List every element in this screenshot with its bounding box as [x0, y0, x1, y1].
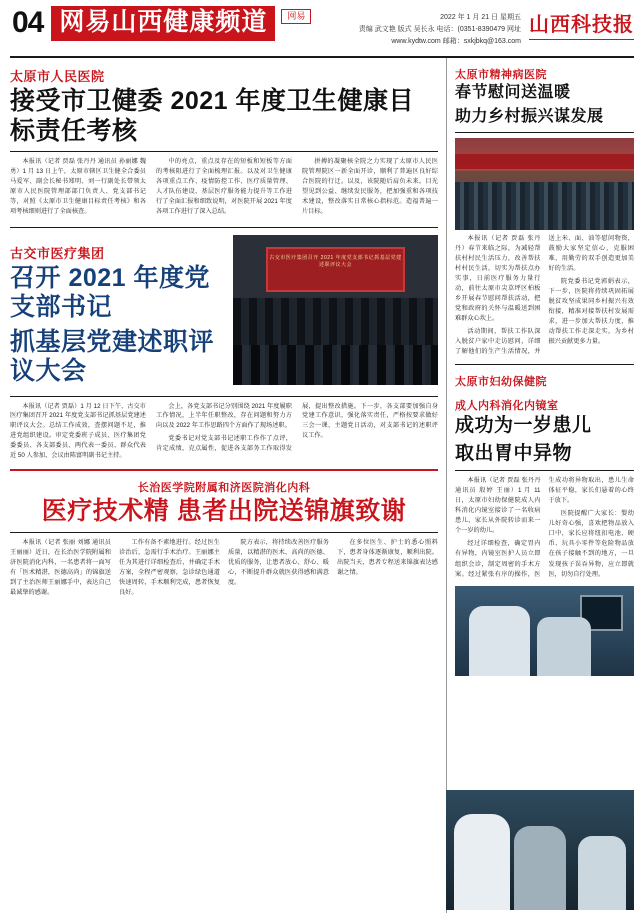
- article1-kicker: 太原市人民医院: [10, 69, 105, 84]
- photo-person-3: [578, 836, 627, 910]
- article2-kicker: 古交市医疗集团: [10, 245, 105, 261]
- divider-2: [10, 469, 438, 471]
- right2-photo: [455, 586, 634, 676]
- article3-kicker: 长治医学院附属和济医院消化内科: [137, 482, 311, 495]
- section-title: 网易山西健康频道: [51, 6, 275, 41]
- photo-person-2: [514, 826, 567, 910]
- article3-body: [10, 538, 438, 598]
- paper-brand: [529, 6, 634, 40]
- article2-body: [10, 402, 438, 462]
- right2-body: [455, 476, 634, 581]
- article1-headline: 接受市卫健委 2021 年度卫生健康目标责任考核: [10, 87, 415, 145]
- article1-para-3: 拼搏的凝聚核全院之力实现了太原市人民医院管理院区一新全面开诊，顺利了普遍区良好综合医院的行迁。以及，该院随后肩负未来。目光望见到公益、继续发民服务，把加强重和各项技术建设，整改落实日常核心指标范。造福普遍一片目标。: [302, 158, 438, 215]
- right-column: [446, 58, 634, 913]
- masthead-meta: [311, 6, 529, 48]
- issue-date: 2022 年 1 月 21 日 星期五: [440, 14, 521, 21]
- main-column: [10, 58, 446, 913]
- photo-group-people: [455, 182, 634, 230]
- article3-headline: 医疗技术精 患者出院送锦旗致谢: [41, 497, 407, 526]
- staff-line: 责编 武文艳 版式 吴长永 电话：(0351-8390479 网址 www.kydtw.com 邮箱：sxkjbkq@163.com: [358, 25, 521, 45]
- divider-3: [455, 364, 634, 365]
- article3-rule: [10, 532, 438, 533]
- article1-para-1: 本报讯（记者 贾磊 张丹丹 通讯员 孙丽娜 魏勇）1 月 13 日上午，太原市辖区卫生健全合委员马爱军、副会长秘书郑明、刘一行副处长带领太原市人民医院管理部部门负责人、党支部书记等，对照《太原市卫生健康目标责任考核》和各项考核细则进行了全面核查。: [10, 158, 146, 215]
- audience-seats: [233, 298, 438, 385]
- stage-banner-text: 古交市医疗集团召开 2021 年度党支部书记抓基层党建述职评议大会: [269, 254, 402, 269]
- article2-para-1: 本报讯（记者 贾磊）1 月 12 日下午，古交市医疗集团召开 2021 年度党支部书记抓基层党建述职评议大会。总结工作成效，查摆问题不足，推进党组织建设。审定党委班子成员、医疗集团党委委员、各支部委员、两代表一委员、群众代表近 50 人参加，会议由陈富明副书记主持。: [10, 402, 146, 460]
- page-number: 04: [12, 6, 44, 39]
- right2-headline-line1: 成功为一岁患儿: [455, 415, 592, 437]
- stage-banner: [266, 247, 405, 292]
- article-mental-health-hospital: [455, 66, 634, 357]
- netease-logo: 网易: [281, 9, 311, 24]
- article3-photo: [446, 790, 634, 910]
- article1-body: [10, 157, 438, 220]
- article2-para-2: 会上，各党支部书记分别围绕 2021 年度履职工作情况，上半年任职整改，存在问题和努力方向以及 2022 年工作思路四个方面作了现场述职。: [156, 402, 292, 430]
- article2-para-3: 党委书记对党支部书记述职工作作了点评，肯定成绩，克点属性，促进各支部务工作取得发展，提出整改措施。下一步，各支部要加强自身党建工作意识，强化落实责任，严格按要求做好三会一课、主题党日活动，对支部书记的述职评议工作。: [156, 402, 438, 453]
- right1-headline-line2: 助力乡村振兴谋发展: [455, 107, 604, 125]
- right1-body: [455, 234, 634, 358]
- right1-para-1: 本报讯（记者 贾磊 张丹丹）春节来临之际，为减轻帮扶村村民生活压力，改善帮扶村村民生活，切实为帮扶点办实事，日前医疗服务力量行动，前往太原市尖草坪区柏板乡开展春节慰问帮扶活动，把党和政府的关怀与温暖送到困难群众心坎上。: [455, 234, 541, 323]
- article1-rule: [10, 151, 438, 152]
- article-taiyuan-peoples-hospital: [10, 66, 438, 220]
- right2-headline-line2: 取出胃中异物: [455, 442, 573, 464]
- page-body: [10, 58, 634, 913]
- right1-photo: [455, 138, 634, 230]
- paper-name: 山西科技报: [529, 14, 634, 36]
- article2-headline-line1: 召开 2021 年度党支部书记: [10, 263, 211, 322]
- masthead: [10, 6, 634, 58]
- article2-rule: [10, 396, 438, 397]
- audience-heads: [233, 345, 438, 385]
- article1-para-2: 中的亮点，重点及存在的短板和短板等方面的考核阻进行了全面梳理汇报。以及对卫生健康各项重点工作、疫情防控工作、医疗质量管理、人才队伍建设、基层医疗服务能力提升等工作进行了全面汇报和细致说明，对医院开展 2021 年度各项工作进行了深入总结。: [156, 158, 292, 215]
- doctor-figure-1: [469, 606, 530, 676]
- right2-para-2: 经过详细检查，确定胃内有异物，内镜室医护人员立即组织会诊，制定周密的手术方案。经过紧张有序的操作，医生成功将异物取出，患儿生命体征平稳，家长们悬着的心终于放下。: [455, 477, 634, 578]
- right2-para-1: 本报讯（记者 贾磊 张丹丹 通讯员 殷婷 王丽）1 月 11 日，太原市妇幼保健院成人内科消化内镜室接诊了一名收病患儿，家长从外院转诊而来一个一岁的幼儿。: [455, 477, 541, 535]
- article3-para-3: 院方表示，将持续改善医疗服务质量，以精湛的医术、高尚的医德、优质的服务，让患者放心、舒心、暖心，不断提升群众就医获得感和满意度。: [228, 538, 329, 586]
- photo-person-1: [454, 814, 510, 910]
- brand-rule: [529, 39, 634, 40]
- photo-banner: [455, 154, 634, 169]
- divider-1: [10, 227, 438, 228]
- right2-rule: [455, 470, 634, 471]
- right1-para-3: 院党委书记党郭娟表示，下一步，医院将持续巩固拓展脱贫攻坚成果同乡村振兴有效衔接，精准对接帮扶村发展需求，进一步加大帮扶力度，推动帮扶工作走深走实，为乡村振兴贡献更多力量。: [548, 277, 634, 346]
- article-maternal-child-endoscopy: [455, 373, 634, 676]
- bottom-photo-block: [446, 790, 634, 910]
- right1-para-2: 活动期间，帮扶工作队深入脱贫户家中走访慰问，详细了解他们的生产生活情况，并送上米、面、油等慰问物资，鼓励大家坚定信心、克服困难，用勤劳的双手创造更加美好的生活。: [455, 234, 634, 356]
- right2-kicker-line2: 成人内科消化内镜室: [455, 400, 559, 413]
- right2-kicker-line1: 太原市妇幼保健院: [455, 376, 547, 389]
- article-changzhi-heji-hospital: [10, 479, 438, 598]
- right1-headline-line1: 春节慰问送温暖: [455, 84, 571, 101]
- article3-para-1: 本报讯（记者 张丽 刘娜 通讯员 王丽丽）近日，在长治医学院附属和济医院消化内科，一名患者将一面写有「医术精湛，医德高尚」的锦旗送到了主治医师王丽娜手中，表达自己最诚挚的感谢。: [10, 538, 111, 596]
- article2-photo: [233, 235, 438, 385]
- article3-para-4: 在多位医生、护士的悉心照料下，患者身体逐渐康复，顺利出院。出院当天，患者专程送来锦旗表达感谢之情。: [337, 538, 438, 576]
- doctor-figure-2: [537, 617, 591, 676]
- right1-kicker: 太原市精神病医院: [455, 69, 547, 81]
- article2-headline-line2: 抓基层党建述职评议大会: [10, 327, 215, 386]
- right1-rule: [455, 132, 634, 133]
- right2-para-3: 医院提醒广大家长：婴幼儿好奇心强，喜欢把物品放入口中，家长应将纽扣电池、硬币、玩具小零件等危险物品放在孩子接触不到的地方，一旦发现孩子误吞异物，应立即就医，切勿自行处理。: [548, 510, 634, 578]
- article3-para-2: 工作有备不素地进行。经过医生诊治后，急需行手术治疗。王丽娜主任为其进行详细检查后，并确定手术方案，全程严密观察，急诊绿色通道快速周转，手术顺利完成，患者恢复良好。: [119, 538, 220, 596]
- article-gujiao-medical-group: [10, 235, 438, 462]
